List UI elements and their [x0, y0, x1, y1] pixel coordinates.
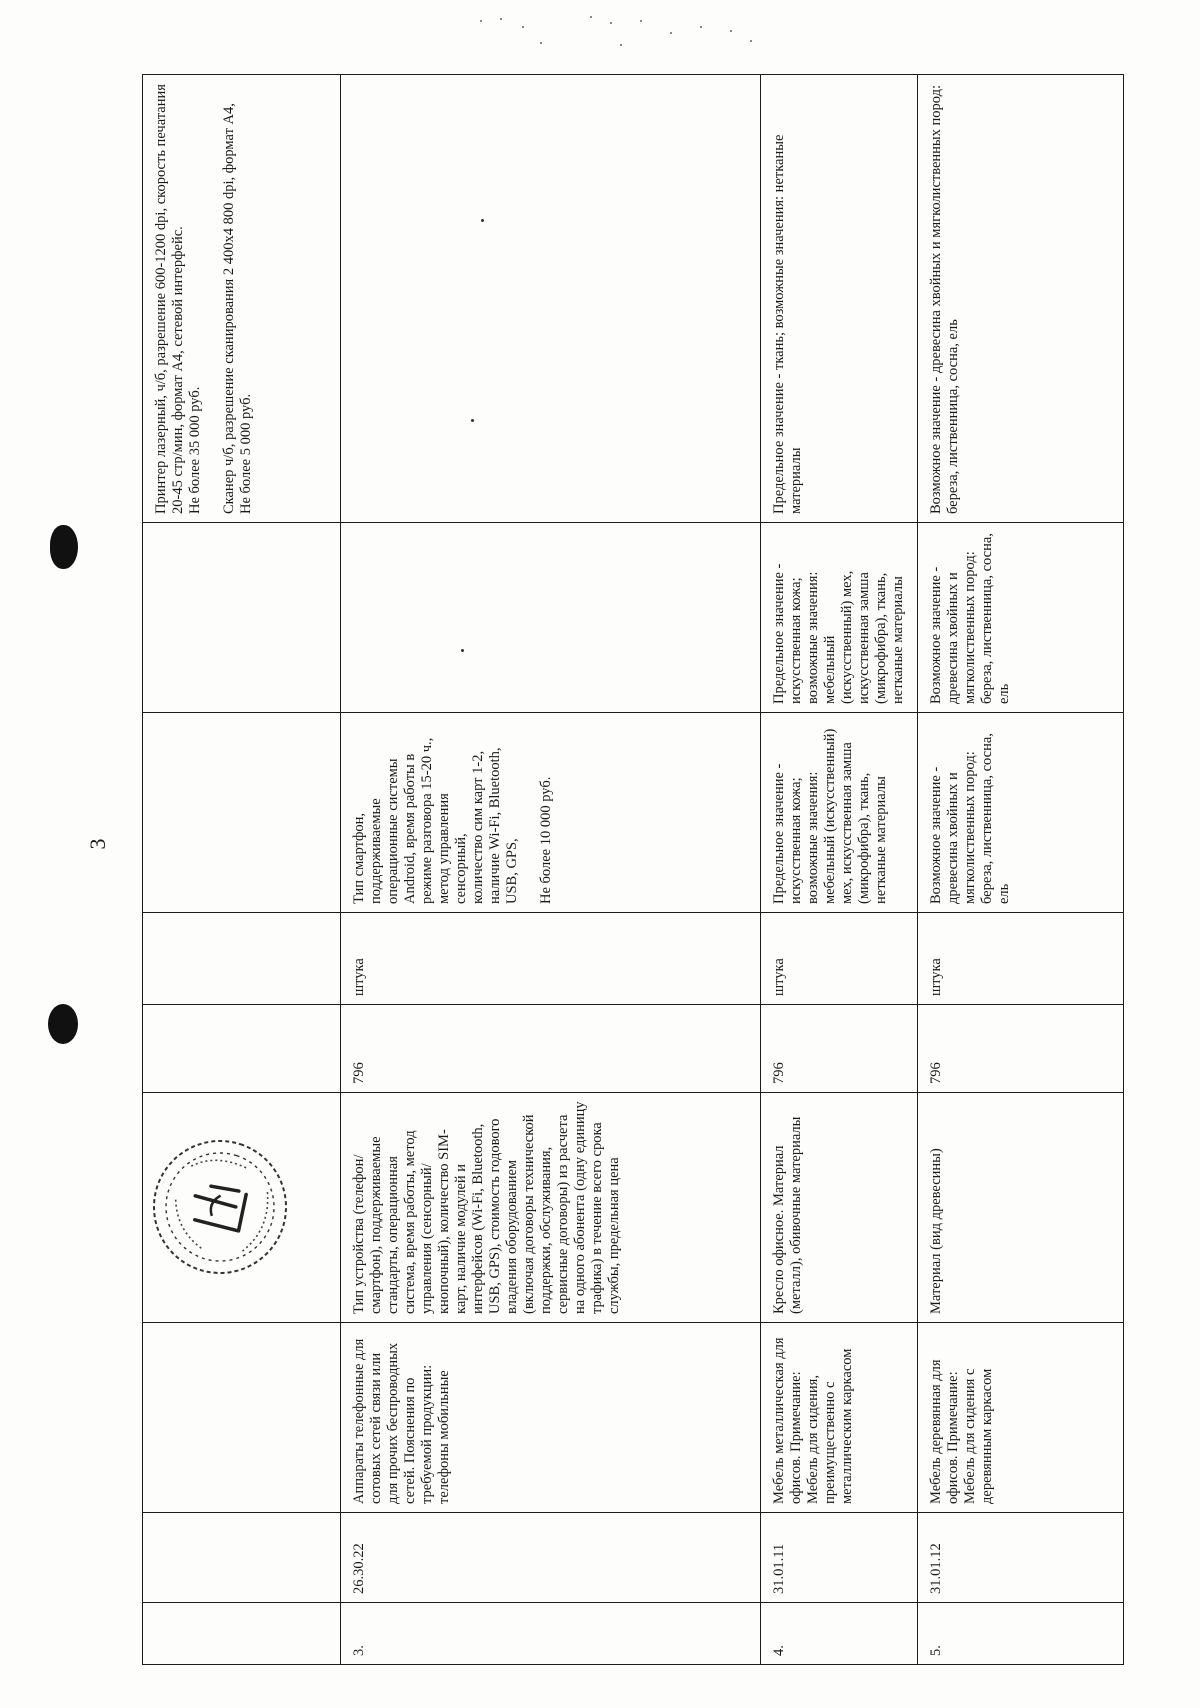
official-stamp-icon [125, 1112, 314, 1301]
cell-value-1 [143, 713, 341, 913]
cell-value-3: Принтер лазерный, ч/б, разрешение 600-1200 dpi, скорость печатания 20-45 стр/мин, формат А4, сетевой интерфейс. Не более 35 000 руб. Сканер ч/б, разрешение сканирования 2 400х4 800 dpi, формат А4, Не более 5 000 руб. [143, 75, 341, 523]
cell-value-2 [341, 523, 761, 713]
cell-okei [143, 1005, 341, 1093]
cell-no: 5. [918, 1603, 1124, 1665]
cell-value-2: Возможное значение - древесина хвойных и мягколиственных пород: береза, лиственница, сосна, ель [918, 523, 1124, 713]
cell-characteristic: Материал (вид древесины) [918, 1093, 1124, 1323]
table-row [918, 75, 1124, 1665]
cell-value-3 [341, 75, 761, 523]
cell-no: 4. [761, 1603, 918, 1665]
requirements-table [142, 74, 1124, 1665]
table-rotated [142, 75, 1122, 1665]
cell-value-1: Предельное значение - искусственная кожа; возможные значения: мебельный (искусственный) мех, искусственная замша (микрофибра), ткань, нетканые материалы [761, 713, 918, 913]
cell-unit: штука [341, 913, 761, 1005]
punch-hole-top [50, 525, 78, 569]
cell-characteristic [143, 1093, 341, 1323]
cell-name: Аппараты телефонные для сотовых сетей связи или для прочих беспроводных сетей. Пояснения по требуемой продукции: телефоны мобильные [341, 1323, 761, 1513]
cell-value-2 [143, 523, 341, 713]
table-wrapper [142, 75, 1122, 1665]
scan-noise [470, 12, 770, 62]
cell-code: 31.01.11 [761, 1513, 918, 1603]
cell-okei: 796 [918, 1005, 1124, 1093]
table-row [143, 75, 341, 1665]
punch-hole-bottom [48, 1004, 78, 1044]
cell-unit: штука [761, 913, 918, 1005]
cell-unit: штука [918, 913, 1124, 1005]
cell-no [143, 1603, 341, 1665]
cell-unit [143, 913, 341, 1005]
cell-name [143, 1323, 341, 1513]
cell-value-3: Возможное значение - древесина хвойных и мягколиственных пород: береза, лиственница, сосна, ель [918, 75, 1124, 523]
table-row [761, 75, 918, 1665]
cell-code: 26.30.22 [341, 1513, 761, 1603]
cell-code: 31.01.12 [918, 1513, 1124, 1603]
cell-okei: 796 [761, 1005, 918, 1093]
cell-okei: 796 [341, 1005, 761, 1093]
cell-value-2: Предельное значение - искусственная кожа; возможные значения: мебельный (искусственный) мех, искусственная замша (микрофибра), ткань, нетканые материалы [761, 523, 918, 713]
cell-value-3: Предельное значение - ткань; возможные значения: нетканые материалы [761, 75, 918, 523]
page-number: 3 [85, 838, 110, 850]
table-row [341, 75, 761, 1665]
cell-name: Мебель деревянная для офисов. Примечание: Мебель для сидения с деревянным каркасом [918, 1323, 1124, 1513]
cell-no: 3. [341, 1603, 761, 1665]
cell-name: Мебель металлическая для офисов. Примечание: Мебель для сидения, преимущественно с металлическим каркасом [761, 1323, 918, 1513]
cell-code [143, 1513, 341, 1603]
cell-characteristic: Тип устройства (телефон/смартфон), поддерживаемые стандарты, операционная система, время работы, метод управления (сенсорный/кнопочный), количество SIM-карт, наличие модулей и интерфейсов (Wi-Fi, Bluetooth, USB, GPS), стоимость годового владения оборудованием (включая договоры технической поддержки, обслуживания, сервисные договоры) из расчета на одного абонента (одну единицу трафика) в течение всего срока службы, предельная цена [341, 1093, 761, 1323]
cell-characteristic: Кресло офисное. Материал (металл), обивочные материалы [761, 1093, 918, 1323]
cell-value-1: Возможное значение - древесина хвойных и мягколиственных пород: береза, лиственница, сосна, ель [918, 713, 1124, 913]
cell-value-1: Тип смартфон, поддерживаемые операционные системы Android, время работы в режиме разговора 15-20 ч., метод управления сенсорный, количество сим карт 1-2, наличие Wi-Fi, Bluetooth, USB, GPS, Не более 10 000 руб. [341, 713, 761, 913]
